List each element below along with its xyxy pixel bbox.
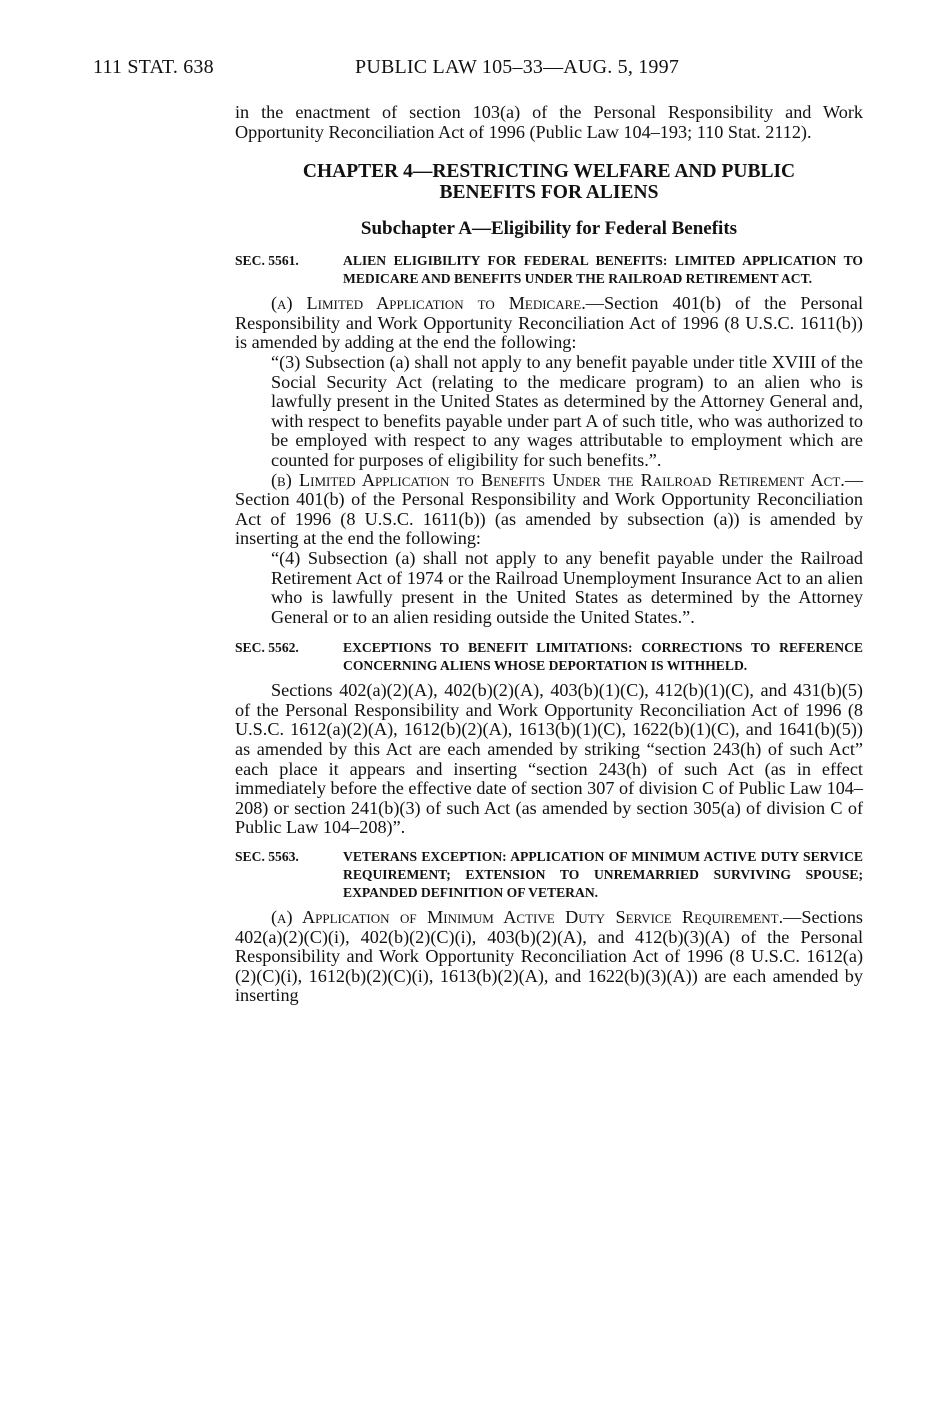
subsection-a-text: —Section 401(b) of the Personal Responsibility and Work Opportunity Reconciliation Act of 1996 (8 U.S.C. 1611(b)) is amended by adding at the end the following: [235,293,863,353]
page-header [93,56,873,86]
chapter-heading-line2: BENEFITS FOR ALIENS [439,182,659,204]
section-5561-heading [235,252,863,288]
section-number: SEC. 5561. [235,253,299,269]
subsection-b-heading: (b) Limited Application to Benefits Under the Railroad Retirement Act. [271,469,845,490]
section-5562-paragraph: Sections 402(a)(2)(A), 402(b)(2)(A), 403(b)(1)(C), 412(b)(1)(C), and 431(b)(5) of the Personal Responsibility and Work Opportunity Reconciliation Act of 1996 (8 U.S.C. 1612(a)(2)(A), 1612(b)(2)(A), 1613(b)(1)(C), 1622(b)(1)(C), and 1641(b)(5)) as amended by this Act are each amended by striking “section 243(h) of such Act” each place it appears and inserting “section 243(h) of such Act (as in effect immediately before the effective date of section 307 of division C of Public Law 104–208) or section 241(b)(3) of such Act (as amended by section 305(a) of division C of Public Law 104–208)”. [235,680,863,838]
section-number: SEC. 5562. [235,640,299,656]
chapter-heading-line1: CHAPTER 4—RESTRICTING WELFARE AND PUBLIC [302,161,796,183]
section-number: SEC. 5563. [235,849,299,865]
quoted-paragraph-3: “(3) Subsection (a) shall not apply to any benefit payable under title XVIII of the Social Security Act (relating to the medicare program) to an alien who is lawfully present in the United States as determined by the Attorney General and, with respect to benefits payable under part A of such title, who was authorized to be employed with respect to any wages attributable to employment which are counted for purposes of eligibility for such benefits.”. [271,351,863,470]
section-5563-heading [235,848,863,902]
intro-paragraph: in the enactment of section 103(a) of the Personal Responsibility and Work Opportunity Reconciliation Act of 1996 (Public Law 104–193; 110 Stat. 2112). [235,102,863,142]
statute-reference: 111 STAT. 638 [93,56,214,78]
subsection-a-heading: (a) Limited Application to Medicare. [271,293,586,314]
quoted-paragraph-4: “(4) Subsection (a) shall not apply to any benefit payable under the Railroad Retirement Act of 1974 or the Railroad Unemployment Insurance Act to an alien who is lawfully present in the United States as determined by the Attorney General or to an alien residing outside the United States.”. [271,547,863,627]
subchapter-heading: Subchapter A—Eligibility for Federal Benefits [360,218,738,240]
subsection-b-paragraph [235,471,863,549]
section-title: ALIEN ELIGIBILITY FOR FEDERAL BENEFITS: LIMITED APPLICATION TO MEDICARE AND BENEFITS UNDER THE RAILROAD RETIREMENT ACT. [343,253,863,287]
chapter-heading [235,161,863,203]
section-title: EXCEPTIONS TO BENEFIT LIMITATIONS: CORRECTIONS TO REFERENCE CONCERNING ALIENS WHOSE DEPORTATION IS WITHHELD. [343,640,863,674]
section-title: VETERANS EXCEPTION: APPLICATION OF MINIMUM ACTIVE DUTY SERVICE REQUIREMENT; EXTENSION TO UNREMARRIED SURVIVING SPOUSE; EXPANDED DEFINITION OF VETERAN. [343,849,863,901]
subsection-a-paragraph [235,294,863,353]
subsection-b-text: —Section 401(b) of the Personal Responsibility and Work Opportunity Reconciliation Act of 1996 (8 U.S.C. 1611(b)) (as amended by subsection (a)) is amended by inserting at the end the following: [235,469,863,549]
section-5562-heading [235,639,863,675]
public-law-title: PUBLIC LAW 105–33—AUG. 5, 1997 [355,56,680,78]
subsection-a-text: —Sections 402(a)(2)(C)(i), 402(b)(2)(C)(i), 403(b)(2)(A), and 412(b)(3)(A) of the Personal Responsibility and Work Opportunity Reconciliation Act of 1996 (8 U.S.C. 1612(a)(2)(C)(i), 1612(b)(2)(C)(i), 1613(b)(2)(A), and 1622(b)(3)(A)) are each amended by inserting [235,907,863,1006]
section-5563-subsection-a-paragraph [235,908,863,1006]
document-body [235,103,863,1006]
subsection-a-heading: (a) Application of Minimum Active Duty Service Requirement. [271,907,784,928]
